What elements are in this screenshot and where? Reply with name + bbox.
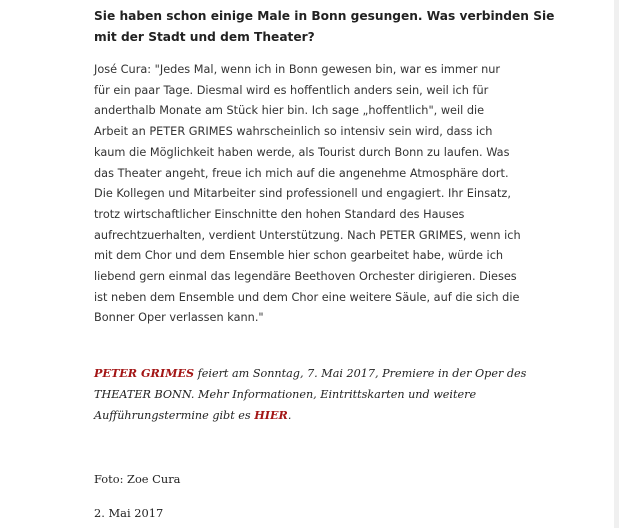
question-line: Sie haben schon einige Male in Bonn gesungen. Was verbinden Sie bbox=[94, 9, 555, 23]
answer-line: mit dem Chor und dem Ensemble hier schon gearbeitet habe, würde ich bbox=[94, 249, 504, 263]
answer-line: José Cura: "Jedes Mal, wenn ich in Bonn gewesen bin, war es immer nur bbox=[94, 63, 501, 76]
answer-line: liebend gern einmal das legendäre Beethoven Orchester dirigieren. Dieses bbox=[94, 270, 517, 284]
answer-line: für ein paar Tage. Diesmal wird es hoffentlich anders sein, weil ich für bbox=[94, 83, 489, 97]
answer-line: trotz wirtschaftlicher Einschnitte den hohen Standard des Hauses bbox=[94, 207, 465, 221]
answer-line: aufrechtzuerhalten, verdient Unterstützung. Nach PETER GRIMES, wenn ich bbox=[94, 228, 521, 242]
answer-line: Bonner Oper verlassen kann." bbox=[94, 311, 264, 325]
answer-line: kaum die Möglichkeit haben werde, als Tourist durch Bonn zu laufen. Was bbox=[94, 145, 510, 159]
premiere-announcement bbox=[94, 363, 534, 427]
interview-question bbox=[94, 6, 555, 48]
tickets-link[interactable]: HIER bbox=[254, 408, 288, 422]
announcement-text: feiert am Sonntag, 7. Mai 2017, Premiere in der Oper des bbox=[194, 367, 527, 380]
publish-date: 2. Mai 2017 bbox=[94, 506, 164, 520]
question-line: mit der Stadt und dem Theater? bbox=[94, 30, 315, 44]
photo-credit: Foto: Zoe Cura bbox=[94, 472, 181, 486]
interview-answer bbox=[94, 60, 534, 329]
announcement-line bbox=[94, 405, 534, 427]
answer-line: das Theater angeht, freue ich mich auf die angenehme Atmosphäre dort. bbox=[94, 166, 509, 180]
answer-line: Die Kollegen und Mitarbeiter sind professionell und engagiert. Ihr Einsatz, bbox=[94, 187, 511, 201]
answer-line: anderthalb Monate am Stück hier bin. Ich sage „hoffentlich", weil die bbox=[94, 104, 485, 118]
answer-line: Arbeit an PETER GRIMES wahrscheinlich so intensiv sein wird, dass ich bbox=[94, 125, 493, 139]
announcement-line bbox=[94, 363, 534, 385]
page-gutter bbox=[614, 0, 619, 528]
announcement-line: THEATER BONN. Mehr Informationen, Eintrittskarten und weitere bbox=[94, 387, 477, 401]
production-title: PETER GRIMES bbox=[94, 366, 195, 380]
announcement-text: . bbox=[287, 409, 292, 422]
announcement-text: Aufführungstermine gibt es bbox=[94, 409, 255, 422]
answer-line: ist neben dem Ensemble und dem Chor eine weitere Säule, auf die sich die bbox=[94, 290, 520, 304]
